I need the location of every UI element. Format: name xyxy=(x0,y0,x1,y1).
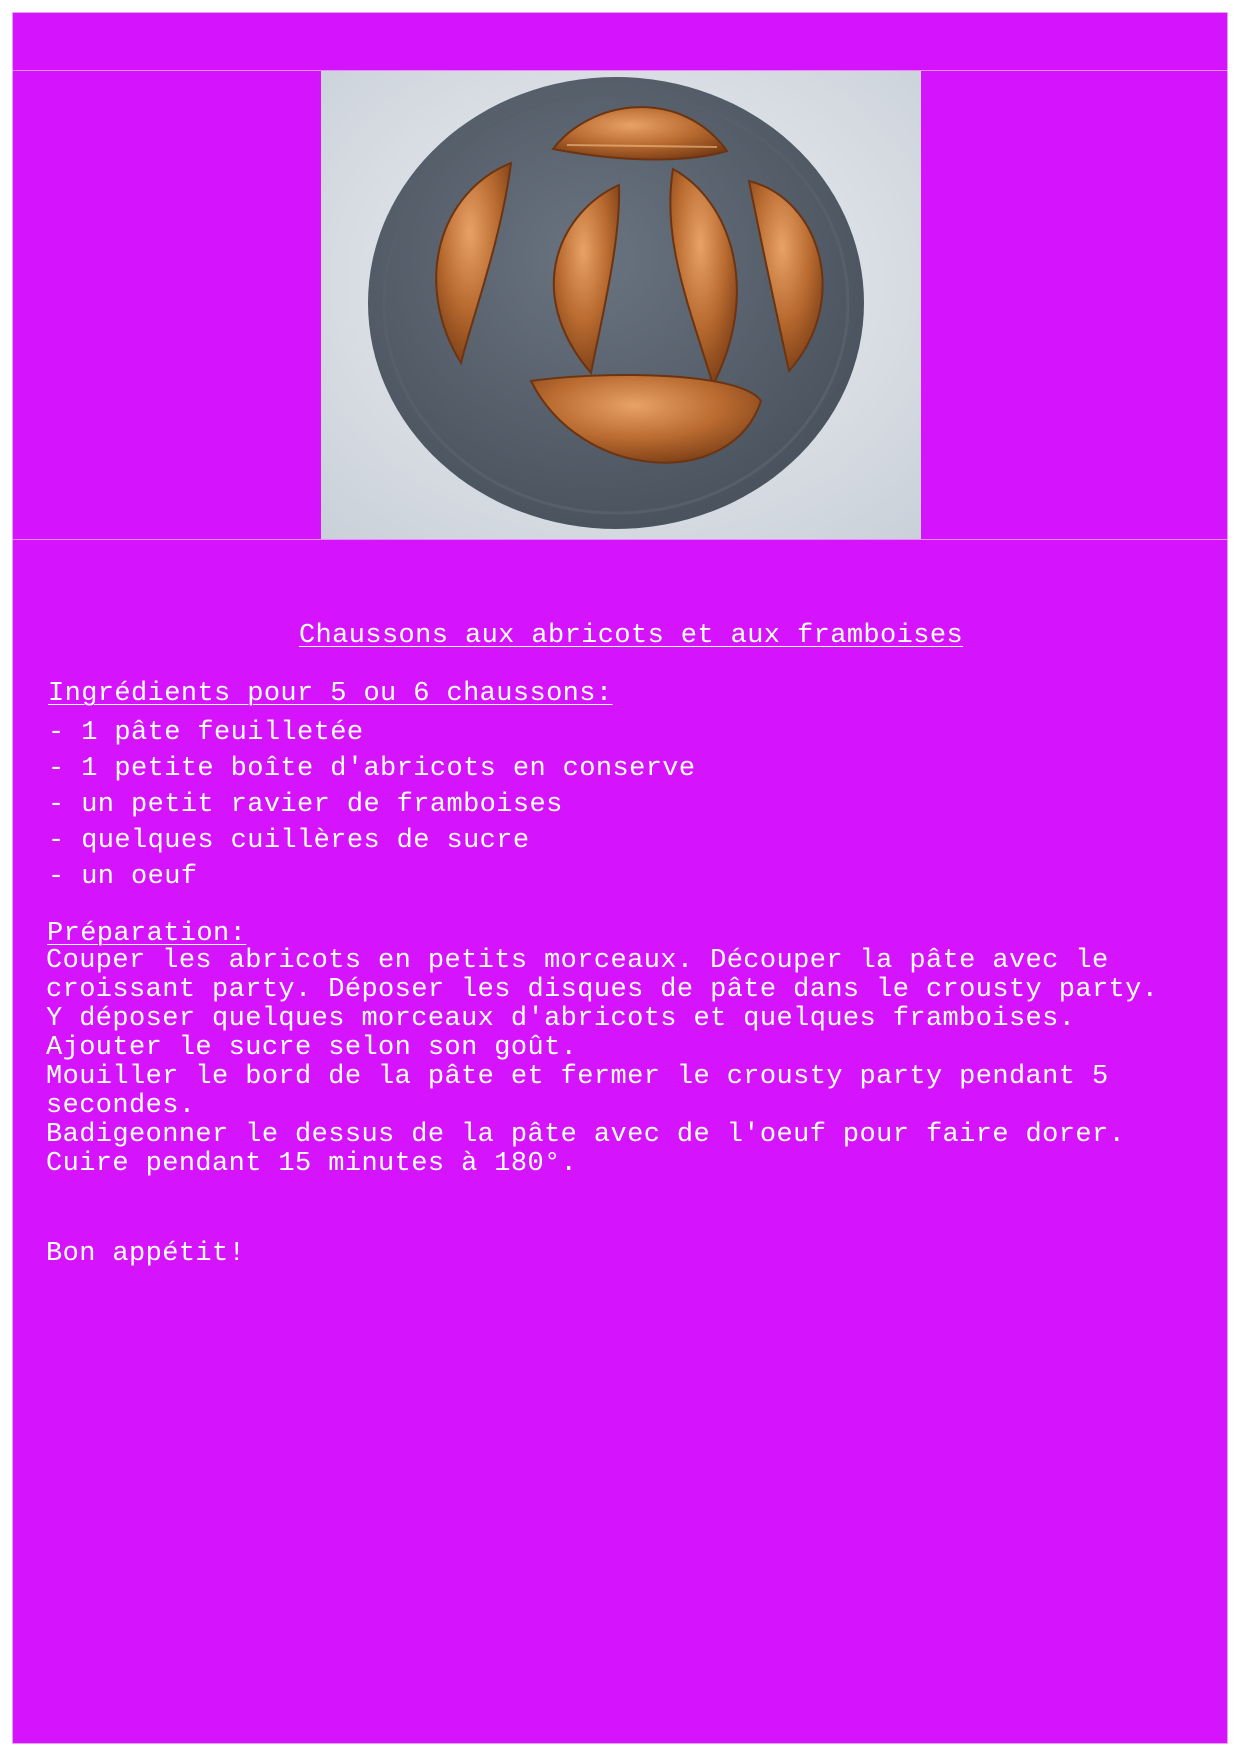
ingredient-item: - un petit ravier de framboises xyxy=(48,790,563,820)
recipe-title: Chaussons aux abricots et aux framboises xyxy=(298,621,964,651)
recipe-page xyxy=(12,12,1228,1744)
preparation-line: Mouiller le bord de la pâte et fermer le crousty party pendant 5 xyxy=(46,1062,1109,1092)
ingredient-item: - 1 petite boîte d'abricots en conserve xyxy=(48,754,696,784)
ingredient-item: - quelques cuillères de sucre xyxy=(48,826,530,856)
recipe-photo xyxy=(321,71,921,539)
ingredients-heading: Ingrédients pour 5 ou 6 chaussons: xyxy=(48,679,613,709)
ingredient-item: - un oeuf xyxy=(48,862,198,892)
divider-bottom xyxy=(13,539,1227,540)
preparation-line: Cuire pendant 15 minutes à 180°. xyxy=(46,1149,578,1179)
preparation-text xyxy=(46,947,1158,1179)
preparation-line: Badigeonner le dessus de la pâte avec de l'oeuf pour faire dorer. xyxy=(46,1120,1126,1150)
preparation-line: Ajouter le sucre selon son goût. xyxy=(46,1033,578,1063)
preparation-heading: Préparation: xyxy=(47,919,247,949)
preparation-line: Couper les abricots en petits morceaux. Découper la pâte avec le xyxy=(46,946,1109,976)
preparation-line: Y déposer quelques morceaux d'abricots et quelques framboises. xyxy=(46,1004,1076,1034)
ingredients-list xyxy=(48,715,696,895)
ingredient-item: - 1 pâte feuilletée xyxy=(48,718,364,748)
closing-text: Bon appétit! xyxy=(46,1239,246,1269)
preparation-line: secondes. xyxy=(46,1091,196,1121)
preparation-line: croissant party. Déposer les disques de pâte dans le crousty party. xyxy=(46,975,1159,1005)
